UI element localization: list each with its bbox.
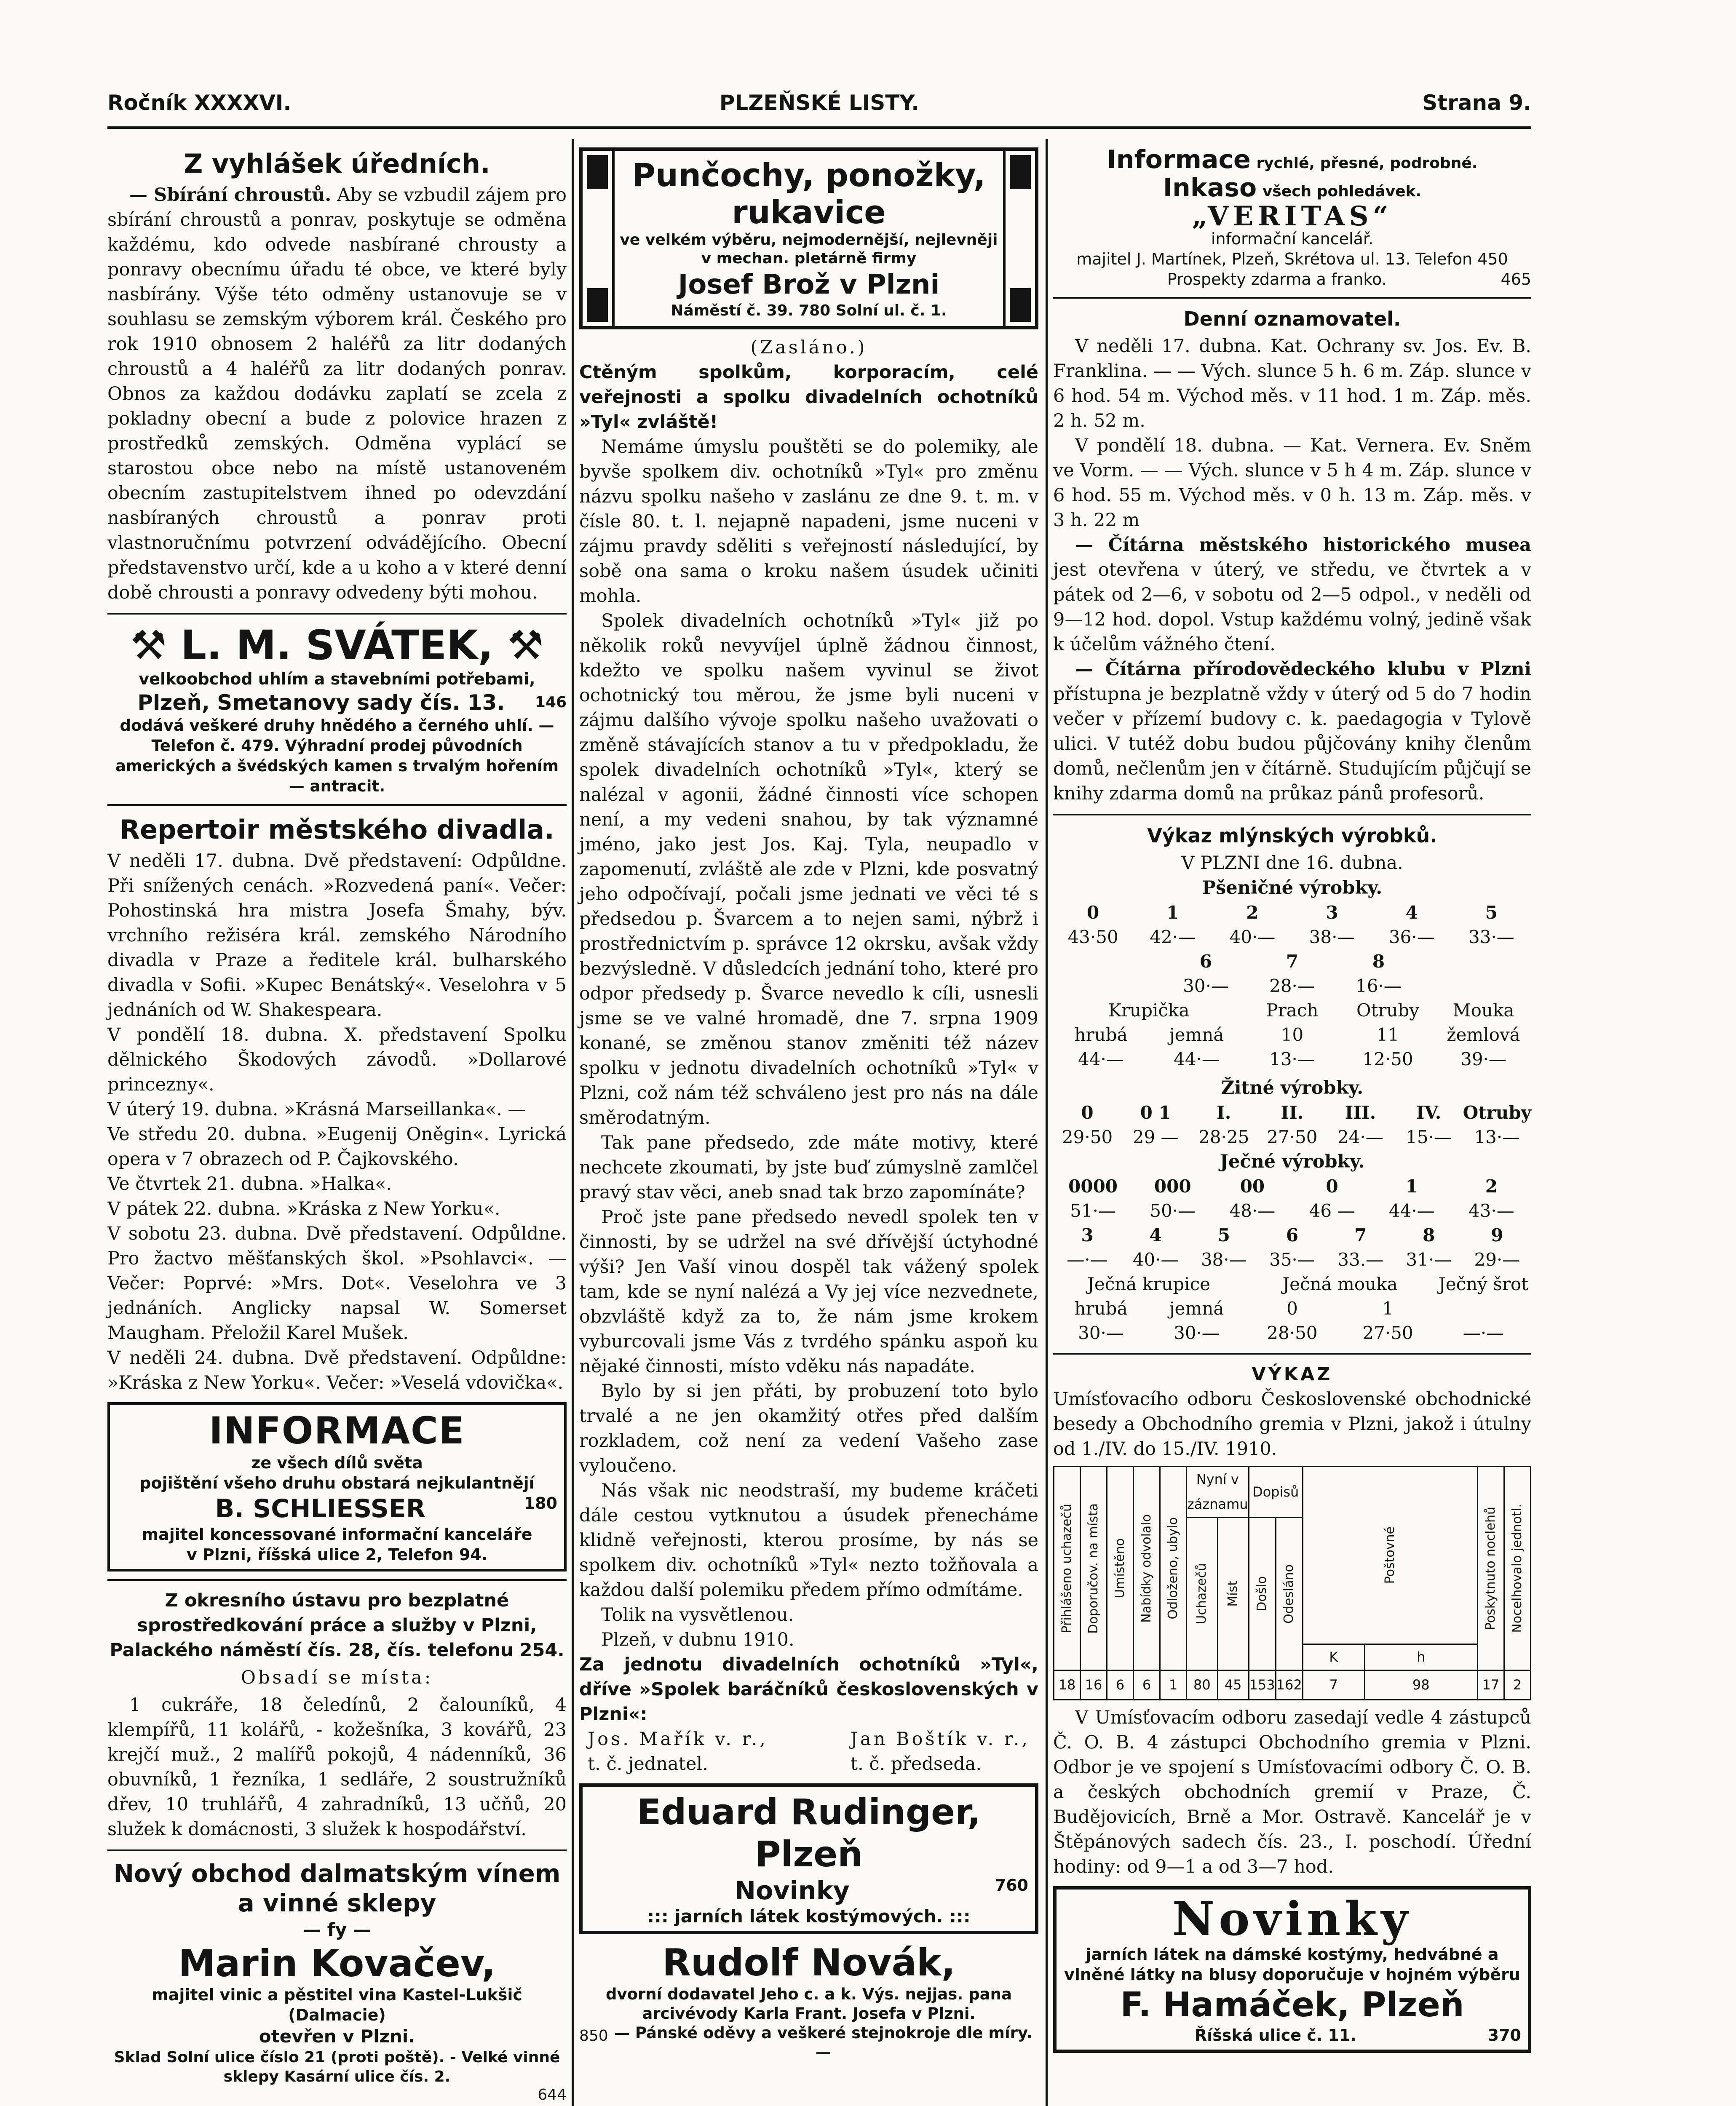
ad-veritas-informace: Informace (1107, 145, 1251, 174)
price-cell: 35·— (1269, 1249, 1315, 1270)
zaslano-label: (Zasláno.) (750, 337, 867, 358)
ad-broz-name: Josef Brož v Plzni (678, 269, 940, 300)
column-label: jemná (1169, 1298, 1224, 1319)
grade-label: Otruby (1463, 1102, 1531, 1123)
jecna-krupice-table (1053, 1296, 1531, 1345)
grade-label: 5 (1217, 1225, 1230, 1245)
table-header: Přihlášeno uchazečů (1059, 1503, 1074, 1633)
price-cell: 39·— (1460, 1049, 1506, 1069)
table-header: Nocelhovalo jednotl. (1510, 1504, 1525, 1633)
ad-novak (579, 1941, 1038, 2062)
ad-schliesser-line4: v Plzni, říšská ulice 2, Telefon 94. (186, 1545, 488, 1564)
ad-kovacev-line2: — fy — (302, 1919, 372, 1940)
price-cell: 43·— (1469, 1200, 1514, 1221)
table-group-header: Dopisů (1249, 1467, 1303, 1518)
price-cell: 29 — (1132, 1127, 1179, 1147)
ad-svatek-line1: velkoobchod uhlím a stavebními potřebami, (139, 670, 535, 688)
grade-label: 0 (1081, 1102, 1094, 1123)
vykaz-umist-title: VÝKAZ (1252, 1364, 1333, 1385)
table-cell: 17 (1478, 1670, 1504, 1700)
ad-broz-line2: rukavice (732, 193, 886, 231)
corner-block-icon (587, 155, 608, 189)
ad-rudinger-name: Eduard Rudinger, Plzeň (637, 1791, 981, 1875)
ad-schliesser-number: 180 (524, 1494, 557, 1513)
zaslano-paragraph: Nás však nic neodstraší, my budeme kráčeti dále cestou vytknutou a úsudek přenecháme klidně veřejnosti, kterou prosíme, by nás se spolkem div. ochotníků »Tyl« nezto tožňovala a každou další polemiku předem přímo odmítáme. (579, 1480, 1038, 1601)
separator (107, 1849, 567, 1851)
separator (107, 804, 567, 806)
grade-label: IV. (1416, 1102, 1442, 1123)
grade-label: 7 (1354, 1225, 1367, 1245)
repertoir-item: V pátek 22. dubna. »Kráska z New Yorku«. (107, 1198, 500, 1219)
ustav-heading: Z okresního ústavu pro bezplatné sprostředkování práce a služby v Plzni, Palackého náměstí čís. 28, čís. telefonu 254. (110, 1590, 564, 1661)
citarna-klubu-body: přístupna je bezplatně vždy v úterý od 5 do 7 hodin večer v přízemí budovy c. k. paedagogia v Tylově ulici. V tutéž dobu budou půjčovány knihy členům domů, nečlenům jen v čítárně. Studujícím půjčují se knihy zdarma domů na průkaz pánů profesorů. (1053, 684, 1531, 804)
price-cell: 40·— (1132, 1249, 1179, 1270)
grade-label: 6 (1199, 951, 1212, 972)
price-cell: 12·50 (1362, 1049, 1413, 1069)
grade-label: 00 (1240, 1176, 1265, 1197)
table-header: Poštovné (1382, 1526, 1397, 1584)
column-label: Ječná mouka (1282, 1274, 1398, 1294)
price-cell: 38·— (1309, 927, 1355, 947)
ad-hamacek-line1: jarních látek na dámské kostýmy, hedvábné a vlněné látky na blusy doporučuje v hojném výběru (1064, 1945, 1520, 1984)
table-header: Uchazečů (1194, 1563, 1209, 1625)
table-cell: 80 (1187, 1670, 1218, 1700)
obsadi-title: Obsadí se místa: (241, 1667, 433, 1688)
price-cell: 29·— (1474, 1249, 1520, 1270)
price-cell: 48·— (1229, 1200, 1276, 1221)
zitne-title: Žitné výrobky. (1221, 1077, 1364, 1098)
separator (107, 1579, 567, 1581)
ad-kovacev-line5: Sklad Solní ulice číslo 21 (proti poště). - Velké vinné sklepy Kasární ulice čís. 2. (114, 2049, 560, 2085)
ad-hamacek-address: Říšská ulice č. 11. (1194, 2026, 1356, 2045)
ad-schliesser-title: INFORMACE (209, 1409, 465, 1452)
signatures (579, 1727, 1038, 1777)
zaslano-paragraph: Proč jste pane předsedo nevedl spolek ten v činnosti, by se udržel na své dřívější úctyhodné výši? Jen Vaší vinou dospěl tak vážený spolek tam, kde se nyní nalézá a Vy jej více nezvednete, obzvláště když za to, že nám jsme krokem vyburcovali jsme Vás z tvrdého spánku aspoň ku nějaké činnosti, místo vděku nás napadáte. (579, 1207, 1038, 1377)
price-cell: 24·— (1337, 1127, 1383, 1147)
vykaz-umist-text: Umísťovacího odboru Československé obchodnické besedy a Obchodního gremia v Plzni, jakož i útulny od 1./IV. do 15./IV. 1910. (1053, 1389, 1531, 1459)
signature-1-role: t. č. jednatel. (588, 1753, 708, 1775)
article-body: Aby se vzbudil zájem pro sbírání chroustů a ponrav, poskytuje se odměna každému, kdo odvede nasbírané chrousty a ponravy obecnímu úřadu té obce, ve které byly nasbírány. Výše této odměny ustanovuje se v souhlasu se zemským výborem král. Českého pro rok 1910 obnosem 2 haléřů za litr dodaných chroustů a 4 haléřů za litr dodaných ponrav. Obnos za každou dodávku zaplatí se zcela z pokladny obecní a bude z polovice hrazen z prostředků zemských. Odměna vyplácí se starostou obce nebo na místě ustanoveném obecním zastupitelstvem ihned po odevzdání nasbíraných chroustů a ponrav proti vlastnoručnímu potvrzení odvádějícího. Obecní představenstvo určí, kde a u koho a v které denní době chrousti a ponravy odvedeny býti mohou. (107, 184, 567, 603)
ad-kovacev (107, 1859, 567, 2103)
jecne-table (1053, 1174, 1531, 1223)
grade-label: 1 (1166, 902, 1179, 923)
grade-label: III. (1345, 1102, 1376, 1123)
corner-block-icon (587, 288, 608, 322)
page-header (107, 86, 1531, 118)
grade-label: 0 (1086, 902, 1099, 923)
column-label: jemná (1169, 1024, 1224, 1045)
signature-2-name: Jan Boštík v. r., (850, 1729, 1030, 1750)
price-cell: 13·— (1474, 1127, 1520, 1147)
column-label: Otruby (1356, 1000, 1420, 1021)
column-divider-1 (572, 139, 574, 2106)
price-cell: 30·— (1078, 1323, 1124, 1343)
price-cell: 40·— (1229, 927, 1276, 947)
signature-2-role: t. č. předseda. (850, 1753, 982, 1775)
ad-svatek-number: 146 (535, 694, 567, 711)
jecne-title: Ječné výrobky. (1220, 1151, 1365, 1172)
ad-rudinger-line2: ::: jarních látek kostýmových. ::: (647, 1906, 971, 1927)
table-cell: 98 (1364, 1670, 1477, 1700)
zaslano-paragraph: Tak pane předsedo, zde máte motivy, které nechcete zkoumati, by jste buď zúmyslně zamlčel pravý stav věci, aneb snad tak brzo zapomínáte? (579, 1132, 1038, 1203)
table-cell: 16 (1081, 1670, 1107, 1700)
ad-novak-line1: dvorní dodavatel Jeho c. a k. Výs. nejjas. pana arcivévody Karla Frant. Josefa v Plzni. (606, 1985, 1012, 2023)
price-cell: 30·— (1174, 1323, 1220, 1343)
price-cell: 44·— (1174, 1049, 1220, 1069)
ad-svatek (107, 622, 567, 796)
grade-label: II. (1281, 1102, 1304, 1123)
zaslano-heading: Ctěným spolkům, korporacím, celé veřejnosti a spolku divadelních ochotníků »Tyl« zvláště! (579, 362, 1038, 433)
column-2 (579, 147, 1038, 2062)
repertoir-item: V neděli 24. dubna. Dvě představení. Odpůldne: »Kráska z New Yorku«. Večer: »Veselá vdovička«. (107, 1347, 567, 1393)
grade-label: 2 (1485, 1176, 1498, 1197)
price-cell: 38·— (1201, 1249, 1247, 1270)
citarna-klubu (1053, 657, 1531, 806)
grade-label: 4 (1405, 902, 1418, 923)
jecne-table-2 (1053, 1223, 1531, 1272)
table-row (1054, 1670, 1531, 1700)
umistovaci-table (1053, 1466, 1531, 1700)
column-label: hrubá (1074, 1298, 1128, 1319)
grade-label: 6 (1286, 1225, 1299, 1245)
ad-schliesser-line3: majitel koncessované informační kanceláře (142, 1525, 532, 1544)
price-cell: 27·50 (1362, 1323, 1413, 1343)
jecna-krupice-header (1053, 1272, 1531, 1296)
table-header: Poskytnuto noclehů (1483, 1506, 1498, 1630)
zaslano-paragraph: Tolik na vysvětlenou. (601, 1604, 794, 1625)
zaslano-paragraph: Nemáme úmyslu pouštěti se do polemiky, ale byvše spolkem div. ochotníků »Tyl« pro změnu názvu spolku našeho v zaslánu ze dne 9. t. m. v čísle 80. t. l. nejapně napadeni, jsme nuceni v zájmu pravdy sděliti s veřejností následující, by sobě ona sama o kroku našem úsudek učiniti mohla. (579, 436, 1038, 607)
ad-veritas-line2: všech pohledávek. (1262, 183, 1422, 200)
psenicne-table-2 (1053, 949, 1531, 998)
grade-label: 2 (1246, 902, 1259, 923)
table-subheader: K (1303, 1644, 1364, 1670)
price-cell: —·— (1067, 1249, 1108, 1270)
ad-kovacev-line4: otevřen v Plzni. (259, 2026, 415, 2047)
citarna-musea-lead: — Čítárna městského historického musea (1075, 535, 1531, 556)
citarna-musea-body: jest otevřena v úterý, ve středu, ve čtvrtek a v pátek od 2—6, v sobotu od 2—5 odpol., v neděli od 9—12 hod. dopol. Vstup každému volný, jedině však k účelům vážného čtení. (1053, 559, 1531, 655)
ad-kovacev-name: Marin Kovačev, (178, 1942, 496, 1985)
article-lead: — Sbírání chroustů. (129, 184, 332, 206)
ad-kovacev-number: 644 (538, 2086, 567, 2103)
psenicne-table (1053, 901, 1531, 949)
psenicne-title: Pšeničné výrobky. (1202, 877, 1383, 898)
corner-block-icon (1010, 288, 1031, 322)
column-divider-2 (1046, 139, 1048, 2106)
ad-novak-name: Rudolf Novák, (662, 1941, 955, 1984)
grade-label: 1 (1405, 1176, 1418, 1197)
table-cell: 6 (1134, 1670, 1160, 1700)
price-cell: 33·— (1469, 927, 1514, 947)
column-label: hrubá (1074, 1024, 1128, 1045)
page-number: Strana 9. (1422, 91, 1531, 115)
price-cell: 28·50 (1267, 1323, 1318, 1343)
ad-broz-line1: Punčochy, ponožky, (632, 156, 986, 194)
column-label: Ječný šrot (1438, 1274, 1529, 1294)
denni-oznamovatel-title: Denní oznamovatel. (1183, 307, 1401, 330)
separator (1053, 1353, 1531, 1355)
grade-label: 7 (1286, 951, 1299, 972)
ad-veritas (1053, 147, 1531, 289)
ad-veritas-line1: rychlé, přesné, podrobné. (1256, 155, 1478, 172)
krupicka-header (1053, 998, 1531, 1023)
column-label: Mouka (1452, 1000, 1514, 1021)
grade-label: 3 (1081, 1225, 1094, 1245)
separator (107, 613, 567, 615)
grade-label: 000 (1154, 1176, 1191, 1197)
obsadi-list: 1 cukráře, 18 čeledínů, 2 čalouníků, 4 klempířů, 11 kolářů, - kožešníka, 3 kovářů, 23 krejčí muž., 2 malířů pokojů, 4 nádenníků, 36 obuvníků, 1 řezníka, 1 sedláře, 2 soustružníků dřev, 10 truhlářů, 4 zahradníků, 13 učňů, 20 služek k domácnosti, 3 služek k hospodářství. (107, 1694, 567, 1840)
price-cell: 44·— (1388, 1200, 1435, 1221)
column-3 (1053, 147, 1531, 2060)
price-cell: 27·50 (1267, 1127, 1318, 1147)
price-cell: 30·— (1183, 975, 1229, 996)
table-header: Doporučov. na místa (1086, 1503, 1101, 1634)
ad-svatek-address: Plzeň, Smetanovy sady čís. 13. (137, 690, 505, 715)
zaslano-paragraph: Bylo by si jen přáti, by probuzení toto bylo trvalé a ne jen okamžitý otřes před dalším rozkladem, což není za vedení Vašeho zase vyloučeno. (579, 1381, 1038, 1476)
ad-broz-line4: Náměstí č. 39. 780 Solní ul. č. 1. (671, 302, 947, 319)
repertoir-item: Ve čtvrtek 21. dubna. »Halka«. (107, 1173, 392, 1195)
table-subheader: h (1364, 1644, 1477, 1670)
ad-novak-line2: — Pánské oděvy a veškeré stejnokroje dle míry. — (614, 2024, 1033, 2061)
table-group-header: Nyní v záznamu (1187, 1467, 1249, 1518)
table-header-row (1054, 1467, 1531, 1518)
ad-hamacek-number: 370 (1487, 2026, 1521, 2045)
ad-kovacev-line1: Nový obchod dalmatským vínem a vinné sklepy (113, 1859, 561, 1917)
ad-schliesser-name: B. SCHLIESSER (215, 1494, 425, 1523)
grade-label: 3 (1326, 902, 1338, 923)
price-cell: 28·— (1269, 975, 1315, 996)
zaslano-place: Plzeň, v dubnu 1910. (601, 1629, 794, 1650)
repertoir-item: Ve středu 20. dubna. »Eugenij Oněgin«. Lyrická opera v 7 obrazech od P. Čajkovského. (107, 1124, 567, 1170)
column-label: 0 (1287, 1298, 1298, 1319)
ad-schliesser-line1: ze všech dílů světa (251, 1454, 423, 1472)
ad-hamacek (1053, 1886, 1531, 2053)
grade-label: 0 (1326, 1176, 1338, 1197)
ad-novak-number: 850 (579, 2027, 608, 2045)
price-cell: 28·25 (1198, 1127, 1249, 1147)
grade-label: 0000 (1068, 1176, 1118, 1197)
column-label: 1 (1382, 1298, 1394, 1319)
repertoir-item: V sobotu 23. dubna. Dvě představení. Odpůldne. Pro žactvo měšťanských škol. »Psohlavci«. — Večer: Poprvé: »Mrs. Dot«. Veselohra ve 3 jednáních. Anglicky napsal W. Somerset Maugham. Přeložil Karel Mušek. (107, 1223, 567, 1344)
table-cell: 45 (1217, 1670, 1249, 1700)
table-header: Nabídky odvolalo (1139, 1514, 1154, 1623)
price-cell: 50·— (1150, 1200, 1196, 1221)
price-cell: 31·— (1406, 1249, 1452, 1270)
corner-block-icon (1010, 155, 1031, 189)
column-label: 10 (1281, 1024, 1304, 1045)
price-cell: 43·50 (1067, 927, 1118, 947)
table-header: Odloženo, ubylo (1166, 1517, 1180, 1620)
umist-paragraph: V Umísťovacím odboru zasedají vedle 4 zástupců Č. O. B. 4 zástupci Obchodního gremia v Plzni. Odbor je ve spojení s Umísťovacími odbory Č. O. B. a českých obchodních gremií v Praze, Č. Budějovicích, Brně a Mor. Ostravě. Kancelář je v Štěpánových sadech čís. 23., I. poschodí. Úřední hodiny: od 9—1 a od 3—7 hod. (1053, 1707, 1531, 1877)
ad-broz (579, 147, 1038, 329)
ad-schliesser (107, 1402, 567, 1571)
denni-item: V neděli 17. dubna. Kat. Ochrany sv. Jos. Ev. B. Franklina. — — Vých. slunce 5 h. 6 m. Záp. slunce v 6 hod. 54 m. Východ měs. v 11 hod. 1 m. Záp. měs. 2 h. 52 m. (1053, 336, 1531, 431)
masthead-title: PLZEŇSKÉ LISTY. (719, 91, 920, 115)
table-cell: 1 (1160, 1670, 1187, 1700)
separator (1053, 814, 1531, 815)
price-cell: 44·— (1078, 1049, 1124, 1069)
ad-broz-line3: ve velkém výběru, nejmodernější, nejlevněji v mechan. pletárně firmy (620, 231, 998, 267)
zitne-table (1053, 1101, 1531, 1149)
denni-item: V pondělí 18. dubna. — Kat. Vernera. Ev. Sněm ve Vorm. — — Vých. slunce v 5 h 4 m. Záp. slunce v 6 hod. 55 m. Východ měs. v 0 h. 13 m. Záp. měs. v 3 h. 22 m (1053, 435, 1531, 531)
grade-label: 0 1 (1140, 1102, 1171, 1123)
price-cell: 29·50 (1062, 1127, 1113, 1147)
price-cell: —·— (1463, 1323, 1504, 1343)
citarna-musea (1053, 533, 1531, 657)
table-cell: 162 (1276, 1670, 1303, 1700)
article-title-vyhlasky: Z vyhlášek úředních. (184, 148, 490, 179)
price-cell: 51·— (1070, 1200, 1116, 1221)
column-label: Prach (1266, 1000, 1319, 1021)
header-rule (107, 126, 1531, 129)
volume-label: Ročník XXXXVI. (107, 91, 292, 115)
repertoir-item: V neděli 17. dubna. Dvě představení: Odpůldne. Při snížených cenách. »Rozvedená paní«. Večer: Pohostinská hra mistra Josefa Šmahy, býv. vrchního režiséra král. zemského Národního divadla v Praze a ředitele král. bulharského divadla v Sofii. »Kupec Benátský«. Veselohra v 5 jednáních od W. Shakespeara. (107, 850, 567, 1021)
signature-1-name: Jos. Mařík v. r., (588, 1729, 768, 1750)
ad-veritas-line4: majitel J. Martínek, Plzeň, Skrétova ul. 13. Telefon 450 (1076, 250, 1508, 268)
vykaz-mlynskych-title: Výkaz mlýnských výrobků. (1147, 824, 1437, 847)
table-cell: 18 (1054, 1670, 1081, 1700)
ad-schliesser-line2: pojištění všeho druhu obstará nejkulantnějí (139, 1474, 535, 1492)
price-cell: 15·— (1406, 1127, 1452, 1147)
ad-rudinger-novinky: Novinky (734, 1876, 850, 1906)
column-label: Krupička (1108, 1000, 1190, 1021)
signature-heading: Za jednotu divadelních ochotníků »Tyl«, dříve »Spolek baráčníků československých v Plzni«: (579, 1654, 1038, 1725)
table-cell: 2 (1504, 1670, 1531, 1700)
ad-veritas-inkaso: Inkaso (1163, 173, 1257, 203)
grade-label: 9 (1491, 1225, 1503, 1245)
repertoir-title: Repertoir městského divadla. (120, 814, 554, 845)
ad-hamacek-name: F. Hamáček, Plzeň (1120, 1985, 1464, 2024)
hammers-icon: ⚒ (507, 622, 544, 669)
price-cell: 33.— (1337, 1249, 1384, 1270)
repertoir-item: V úterý 19. dubna. »Krásná Marseillanka«. — (107, 1099, 526, 1120)
table-header: Došlo (1255, 1576, 1270, 1612)
table-header: Míst (1225, 1581, 1241, 1607)
ad-veritas-line5: Prospekty zdarma a franko. (1167, 270, 1387, 289)
ad-veritas-name: „VERITAS“ (1192, 200, 1393, 232)
zaslano-paragraph: Spolek divadelních ochotníků »Tyl« již po několik roků nevyvíjel úplně žádnou činnost, kdežto ve spolku našem vyvinul se život ochotnický tou měrou, že jsme byli nuceni v zájmu dalšího vývoje spolku našeho uvažovati o změně stávajících stanov a tu v předpokladu, že spolek divadelních ochotníků »Tyl«, který se nalézal v agonii, žádné činnosti více schopen není, a my vedeni snahou, by tak významné jméno, jako jest Jos. Kaj. Tyla, neupadlo v zapomenutí, zvláště ale zde v Plzni, kde posvatný jeho odpočívají, počali jsme jednati ve věci té s předsedou p. Švarcem a to nejen sami, nýbrž i prostřednictvím p. správce 12 okrsku, avšak vždy bezvýsledně. V důsledcích jednání toho, které pro odpor předsedy p. Švarce nevedlo k cíli, usnesli jsme se ve valné hromadě, dne 7. srpna 1909 konané, se změnou stanov změniti též název spolku v jednotu divadelních ochotníků »Tyl« v Plzni, což nám též schváleno jest pro nás na dále směrodatným. (579, 610, 1038, 1128)
grade-label: 8 (1372, 951, 1385, 972)
separator (1053, 297, 1531, 299)
table-header: Umístěno (1113, 1538, 1127, 1598)
table-cell: 7 (1303, 1670, 1364, 1700)
column-label: žemlová (1447, 1024, 1520, 1045)
table-header: Odesláno (1281, 1564, 1297, 1624)
krupicka-table (1053, 1023, 1531, 1072)
price-cell: 46 — (1309, 1200, 1355, 1221)
vykaz-mlynskych-subtitle: V PLZNI dne 16. dubna. (1181, 853, 1403, 874)
price-cell: 36·— (1388, 927, 1435, 947)
repertoir-item: V pondělí 18. dubna. X. představení Spolku dělnického Škodových závodů. »Dollarové princezny«. (107, 1024, 567, 1095)
table-cell: 153 (1249, 1670, 1276, 1700)
ad-veritas-line3: informační kancelář. (1211, 230, 1374, 248)
table-cell: 6 (1107, 1670, 1134, 1700)
ad-rudinger-number: 760 (995, 1876, 1028, 1895)
grade-label: 8 (1423, 1225, 1435, 1245)
ad-svatek-name: L. M. SVÁTEK, (180, 622, 494, 669)
price-cell: 13·— (1269, 1049, 1315, 1069)
hammers-icon: ⚒ (130, 622, 167, 669)
citarna-klubu-lead: — Čítárna přírodovědeckého klubu v Plzni (1075, 659, 1531, 680)
column-1 (107, 147, 567, 2103)
ad-hamacek-title: Novinky (1172, 1892, 1412, 1946)
ad-rudinger (579, 1783, 1038, 1934)
ad-veritas-number: 465 (1501, 270, 1531, 289)
ad-svatek-line3: dodává veškeré druhy hnědého a černého uhlí. — Telefon č. 479. Výhradní prodej původních amerických a švédských kamen s trvalým hořením — antracit. (115, 716, 559, 795)
price-cell: 16·— (1356, 975, 1402, 996)
column-label: 11 (1376, 1024, 1399, 1045)
column-label: Ječná krupice (1087, 1274, 1210, 1294)
price-cell: 42·— (1150, 927, 1196, 947)
grade-label: I. (1217, 1102, 1231, 1123)
article-chrousti (107, 183, 567, 605)
grade-label: 4 (1149, 1225, 1162, 1245)
ad-kovacev-line3: majitel vinic a pěstitel vina Kastel-Lukšič (Dalmacie) (152, 1986, 522, 2024)
grade-label: 5 (1485, 902, 1498, 923)
